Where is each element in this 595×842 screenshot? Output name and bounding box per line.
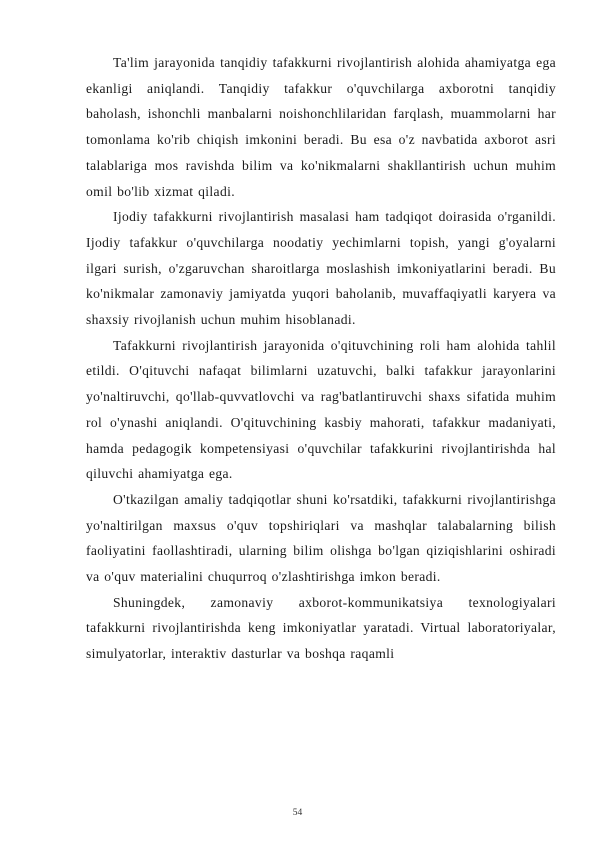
document-body xyxy=(86,50,556,667)
paragraph-ict-technologies: Shuningdek, zamonaviy axborot-kommunikatsiya texnologiyalari tafakkurni rivojlantirishda keng imkoniyatlar yaratadi. Virtual laboratoriyalar, simulyatorlar, interaktiv dasturlar va boshqa raqamli xyxy=(86,594,556,662)
paragraph-practical-research: O'tkazilgan amaliy tadqiqotlar shuni ko'rsatdiki, tafakkurni rivojlantirishga yo'naltirilgan maxsus o'quv topshiriqlari va mashqlar talabalarning bilish faoliyatini faollashtiradi, ularning bilim olishga bo'lgan qiziqishlarini oshiradi va o'quv materialini chuqurroq o'zlashtirishga imkon beradi. xyxy=(86,491,556,585)
paragraph-creative-thinking: Ijodiy tafakkurni rivojlantirish masalasi ham tadqiqot doirasida o'rganildi. Ijodiy tafakkur o'quvchilarga noodatiy yechimlarni topish, yangi g'oyalarni ilgari surish, o'zgaruvchan sharoitlarga moslashish imkoniyatlarini beradi. Bu ko'nikmalar zamonaviy jamiyatda yuqori baholanib, muvaffaqiyatli karyera va shaxsiy rivojlanish uchun muhim hisoblanadi. xyxy=(86,209,556,328)
paragraph-critical-thinking: Ta'lim jarayonida tanqidiy tafakkurni rivojlantirish alohida ahamiyatga ega ekanligi aniqlandi. Tanqidiy tafakkur o'quvchilarga axborotni tanqidiy baholash, ishonchli manbalarni noishonchlilaridan farqlash, muammolarni har tomonlama ko'rib chiqish imkonini beradi. Bu esa o'z navbatida axborot asri talablariga mos ravishda bilim va ko'nikmalarni shakllantirish uchun muhim omil bo'lib xizmat qiladi. xyxy=(86,55,556,199)
paragraph-teacher-role: Tafakkurni rivojlantirish jarayonida o'qituvchining roli ham alohida tahlil etildi. O'qituvchi nafaqat bilimlarni uzatuvchi, balki tafakkur jarayonlarini yo'naltiruvchi, qo'llab-quvvatlovchi va rag'batlantiruvchi shaxs sifatida muhim rol o'ynashi aniqlandi. O'qituvchining kasbiy mahorati, tafakkur madaniyati, hamda pedagogik kompetensiyasi o'quvchilar tafakkurini rivojlantirishda hal qiluvchi ahamiyatga ega. xyxy=(86,337,556,482)
page-number: 54 xyxy=(292,808,303,818)
